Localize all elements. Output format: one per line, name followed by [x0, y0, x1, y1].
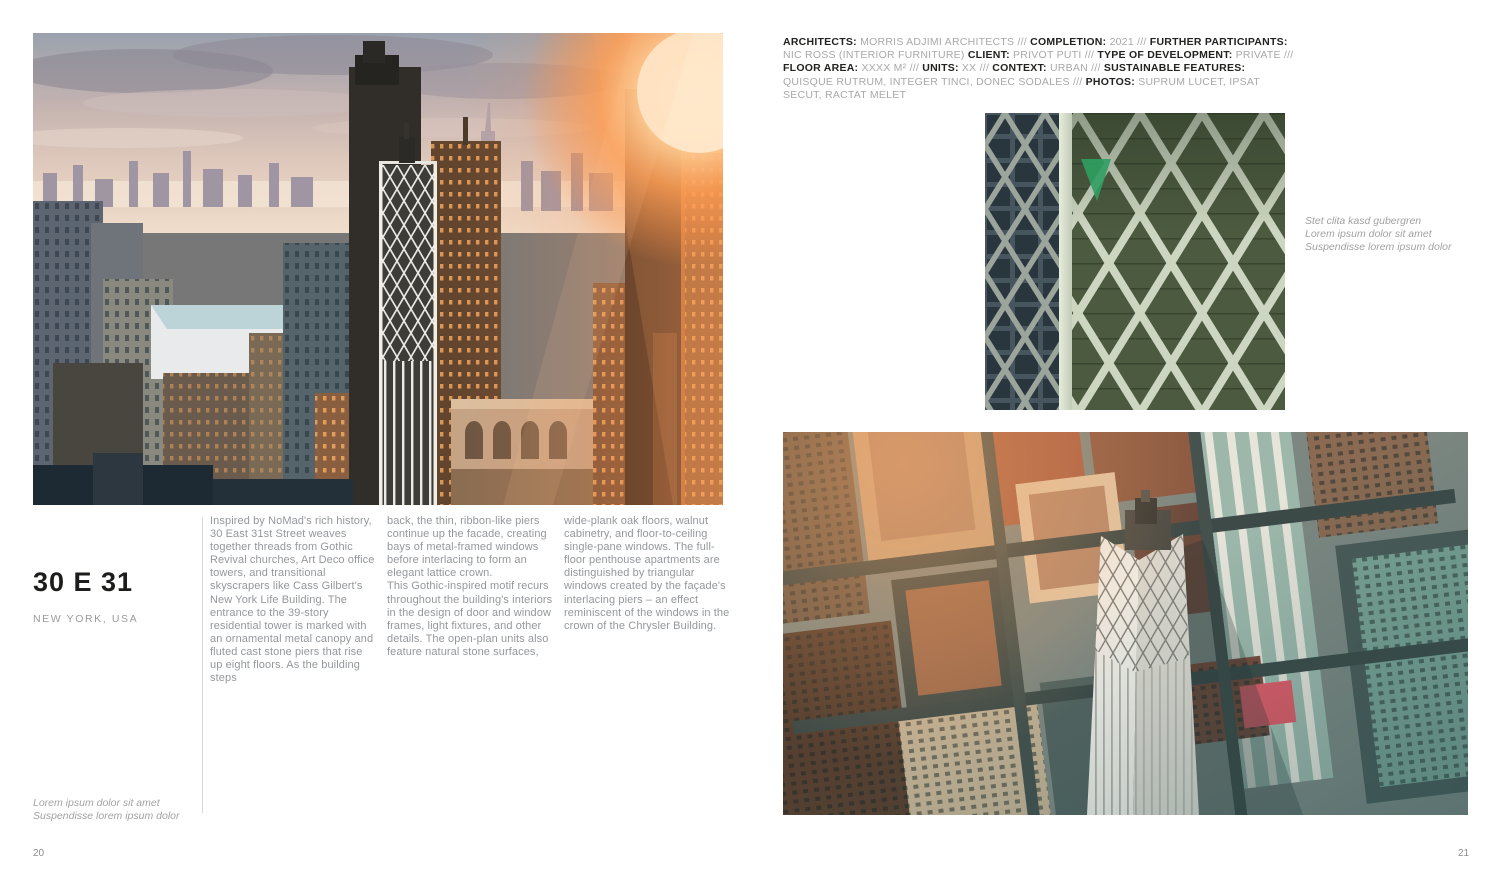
- spec-value: PRIVOT PUTI: [1013, 48, 1082, 61]
- caption-left: [33, 797, 180, 823]
- caption-line: Suspendisse lorem ipsum dolor: [33, 809, 180, 822]
- caption-line: Lorem ipsum dolor sit amet: [33, 797, 160, 809]
- caption-line: Lorem ipsum dolor sit amet: [1305, 227, 1432, 240]
- caption-line: Suspendisse lorem ipsum dolor: [1305, 240, 1452, 253]
- spec-value: XXXX M²: [861, 62, 907, 75]
- aerial-photo: [783, 432, 1468, 815]
- facade-detail-illustration: [985, 113, 1285, 410]
- project-location: NEW YORK, USA: [33, 613, 139, 625]
- spec-value: XX: [961, 62, 977, 75]
- hero-sun-flare: [463, 33, 723, 505]
- article-columns: [210, 515, 730, 685]
- title-block: [33, 567, 138, 625]
- spec-value: MORRIS ADJIMI ARCHITECTS: [860, 35, 1015, 48]
- article-paragraph: Inspired by NoMad's rich history, 30 East 31st Street weaves together threads from Gothic Revival churches, Art Deco office towers, and transitional skyscrapers like Cass Gilbert's New York Life Building. The entrance to the 39-story residential tower is marked with an ornamental metal canopy and fluted cast stone piers that rise up eight floors. As the building steps: [210, 515, 375, 685]
- facade-left-face: [985, 113, 1065, 410]
- spec-value: PRIVATE: [1235, 48, 1281, 61]
- spec-value: QUISQUE RUTRUM, INTEGER TINCI, DONEC SODALES: [783, 75, 1070, 88]
- spec-separator: ///: [1137, 35, 1147, 48]
- aerial-cool-shadow: [783, 432, 1468, 815]
- spec-separator: ///: [1017, 35, 1027, 48]
- spec-separator: ///: [1072, 75, 1083, 88]
- spec-label: TYPE OF DEVELOPMENT:: [1097, 48, 1233, 61]
- article-paragraph: wide-plank oak floors, walnut cabinetry, and floor-to-ceiling single-pane windows. The full-floor penthouse apartments are distinguished by triangular windows created by the façade's interlacing piers – an effect reminiscent of the windows in the crown of the Chrysler Building.: [564, 515, 730, 632]
- spec-value: URBAN: [1049, 62, 1088, 75]
- spec-label: COMPLETION:: [1030, 35, 1107, 48]
- spec-value: NIC ROSS (INTERIOR FURNITURE): [783, 48, 965, 61]
- spec-label: ARCHITECTS:: [783, 35, 857, 48]
- hero-tower-30e31: [379, 123, 437, 505]
- page-number-right: 21: [1458, 848, 1470, 859]
- facade-detail-photo: [985, 113, 1285, 410]
- hero-skyline-photo: [33, 33, 723, 505]
- spec-label: CONTEXT:: [992, 62, 1047, 75]
- article-paragraph: This Gothic-inspired motif recurs throughout the building's interiors in the design of door and window frames, light fixtures, and other details. The open-plan units also feature natural stone surfaces,: [387, 580, 553, 658]
- hero-skyline-illustration: [33, 33, 723, 505]
- column-divider-rule: [202, 517, 203, 813]
- facade-corner-pier: [1059, 113, 1072, 410]
- spec-label: FLOOR AREA:: [783, 62, 859, 75]
- spec-separator: ///: [1091, 62, 1101, 75]
- facade-right-face: [1065, 113, 1285, 410]
- page-number-left: 20: [33, 848, 45, 859]
- spec-separator: ///: [909, 62, 920, 75]
- spec-separator: ///: [1283, 48, 1294, 61]
- project-title: 30 E 31: [33, 567, 134, 597]
- spec-value: 2021: [1109, 35, 1134, 48]
- spec-label: FURTHER PARTICIPANTS:: [1149, 35, 1288, 48]
- spec-separator: ///: [979, 62, 990, 75]
- project-specs: [783, 36, 1295, 103]
- aerial-illustration: [783, 432, 1468, 815]
- article-column-1: [210, 515, 378, 685]
- article-column-2: [387, 515, 555, 685]
- article-paragraph: back, the thin, ribbon-like piers continue up the facade, creating bays of metal-framed windows before interlacing to form an elegant lattice crown.: [387, 515, 547, 580]
- spec-label: SUSTAINABLE FEATURES:: [1103, 62, 1246, 75]
- caption-right: [1305, 215, 1452, 253]
- caption-line: Stet clita kasd gubergren: [1305, 215, 1422, 227]
- article-column-3: [564, 515, 732, 685]
- spec-label: CLIENT:: [967, 48, 1010, 61]
- spec-separator: ///: [1084, 48, 1095, 61]
- spec-label: PHOTOS:: [1085, 75, 1136, 88]
- spec-label: UNITS:: [922, 62, 959, 75]
- spec-value: SUPRUM LUCET, IPSAT SECUT, RACTAT MELET: [783, 75, 1260, 102]
